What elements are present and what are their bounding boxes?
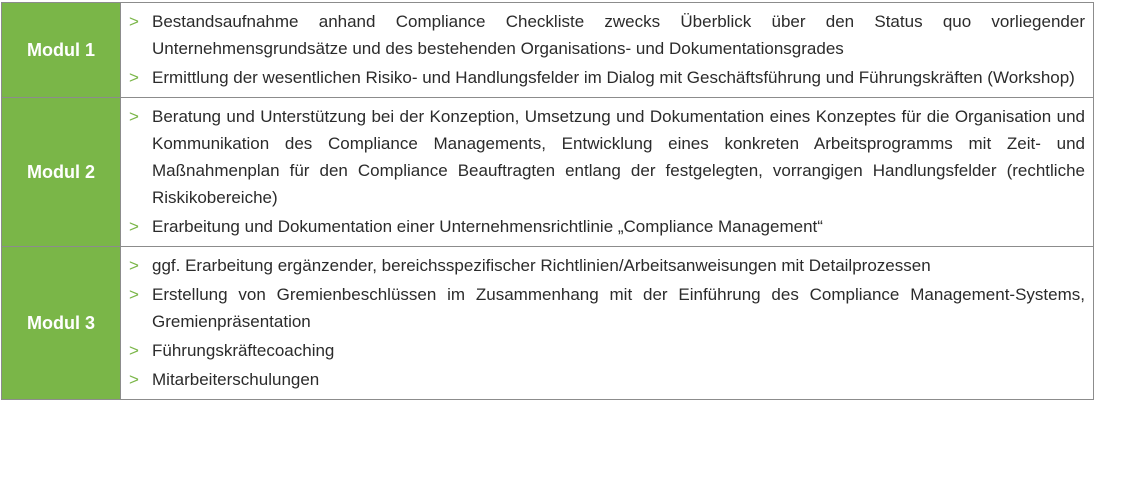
list-item-text: Ermittlung der wesentlichen Risiko- und Handlungsfelder im Dialog mit Geschäftsführung und Führungskräften (Workshop) [152, 68, 1075, 87]
list-item-text: ggf. Erarbeitung ergänzender, bereichsspezifischer Richtlinien/Arbeitsanweisungen mit Detailprozessen [152, 256, 931, 275]
list-item-text: Mitarbeiterschulungen [152, 370, 320, 389]
list-item-text: Erstellung von Gremienbeschlüssen im Zusammenhang mit der Einführung des Compliance Management-Systems, Gremienpräsentation [152, 285, 1085, 331]
list-item-text: Erarbeitung und Dokumentation einer Unternehmensrichtlinie „Compliance Management“ [152, 217, 823, 236]
module-content [121, 247, 1093, 399]
module-label: Modul 3 [2, 247, 121, 399]
chevron-right-icon: > [129, 256, 139, 275]
list-item [129, 64, 1085, 91]
chevron-right-icon: > [129, 217, 139, 236]
module-label: Modul 1 [2, 3, 121, 97]
chevron-right-icon: > [129, 68, 139, 87]
list-item [129, 252, 1085, 279]
module-row-2 [2, 98, 1093, 247]
module-content [121, 98, 1093, 246]
list-item [129, 281, 1085, 335]
chevron-right-icon: > [129, 12, 139, 31]
list-item [129, 103, 1085, 211]
module-label: Modul 2 [2, 98, 121, 246]
list-item-text: Beratung und Unterstützung bei der Konzeption, Umsetzung und Dokumentation eines Konzeptes für die Organisation und Kommunikation des Compliance Managements, Entwicklung eines konkreten Arbeitsprogramms mit Zeit- und Maßnahmenplan für den Compliance Beauftragten entlang der festgelegten, vorrangigen Handlungsfelder (rechtliche Riskikobereiche) [152, 107, 1085, 207]
module-content [121, 3, 1093, 97]
module-row-1 [2, 3, 1093, 98]
list-item-text: Führungskräftecoaching [152, 341, 335, 360]
module-row-3 [2, 247, 1093, 399]
list-item [129, 337, 1085, 364]
modules-table [1, 2, 1094, 400]
list-item [129, 366, 1085, 393]
chevron-right-icon: > [129, 285, 139, 304]
chevron-right-icon: > [129, 370, 139, 389]
list-item [129, 8, 1085, 62]
chevron-right-icon: > [129, 341, 139, 360]
chevron-right-icon: > [129, 107, 139, 126]
list-item-text: Bestandsaufnahme anhand Compliance Checkliste zwecks Überblick über den Status quo vorliegender Unternehmensgrundsätze und des bestehenden Organisations- und Dokumentationsgrades [152, 12, 1085, 58]
list-item [129, 213, 1085, 240]
